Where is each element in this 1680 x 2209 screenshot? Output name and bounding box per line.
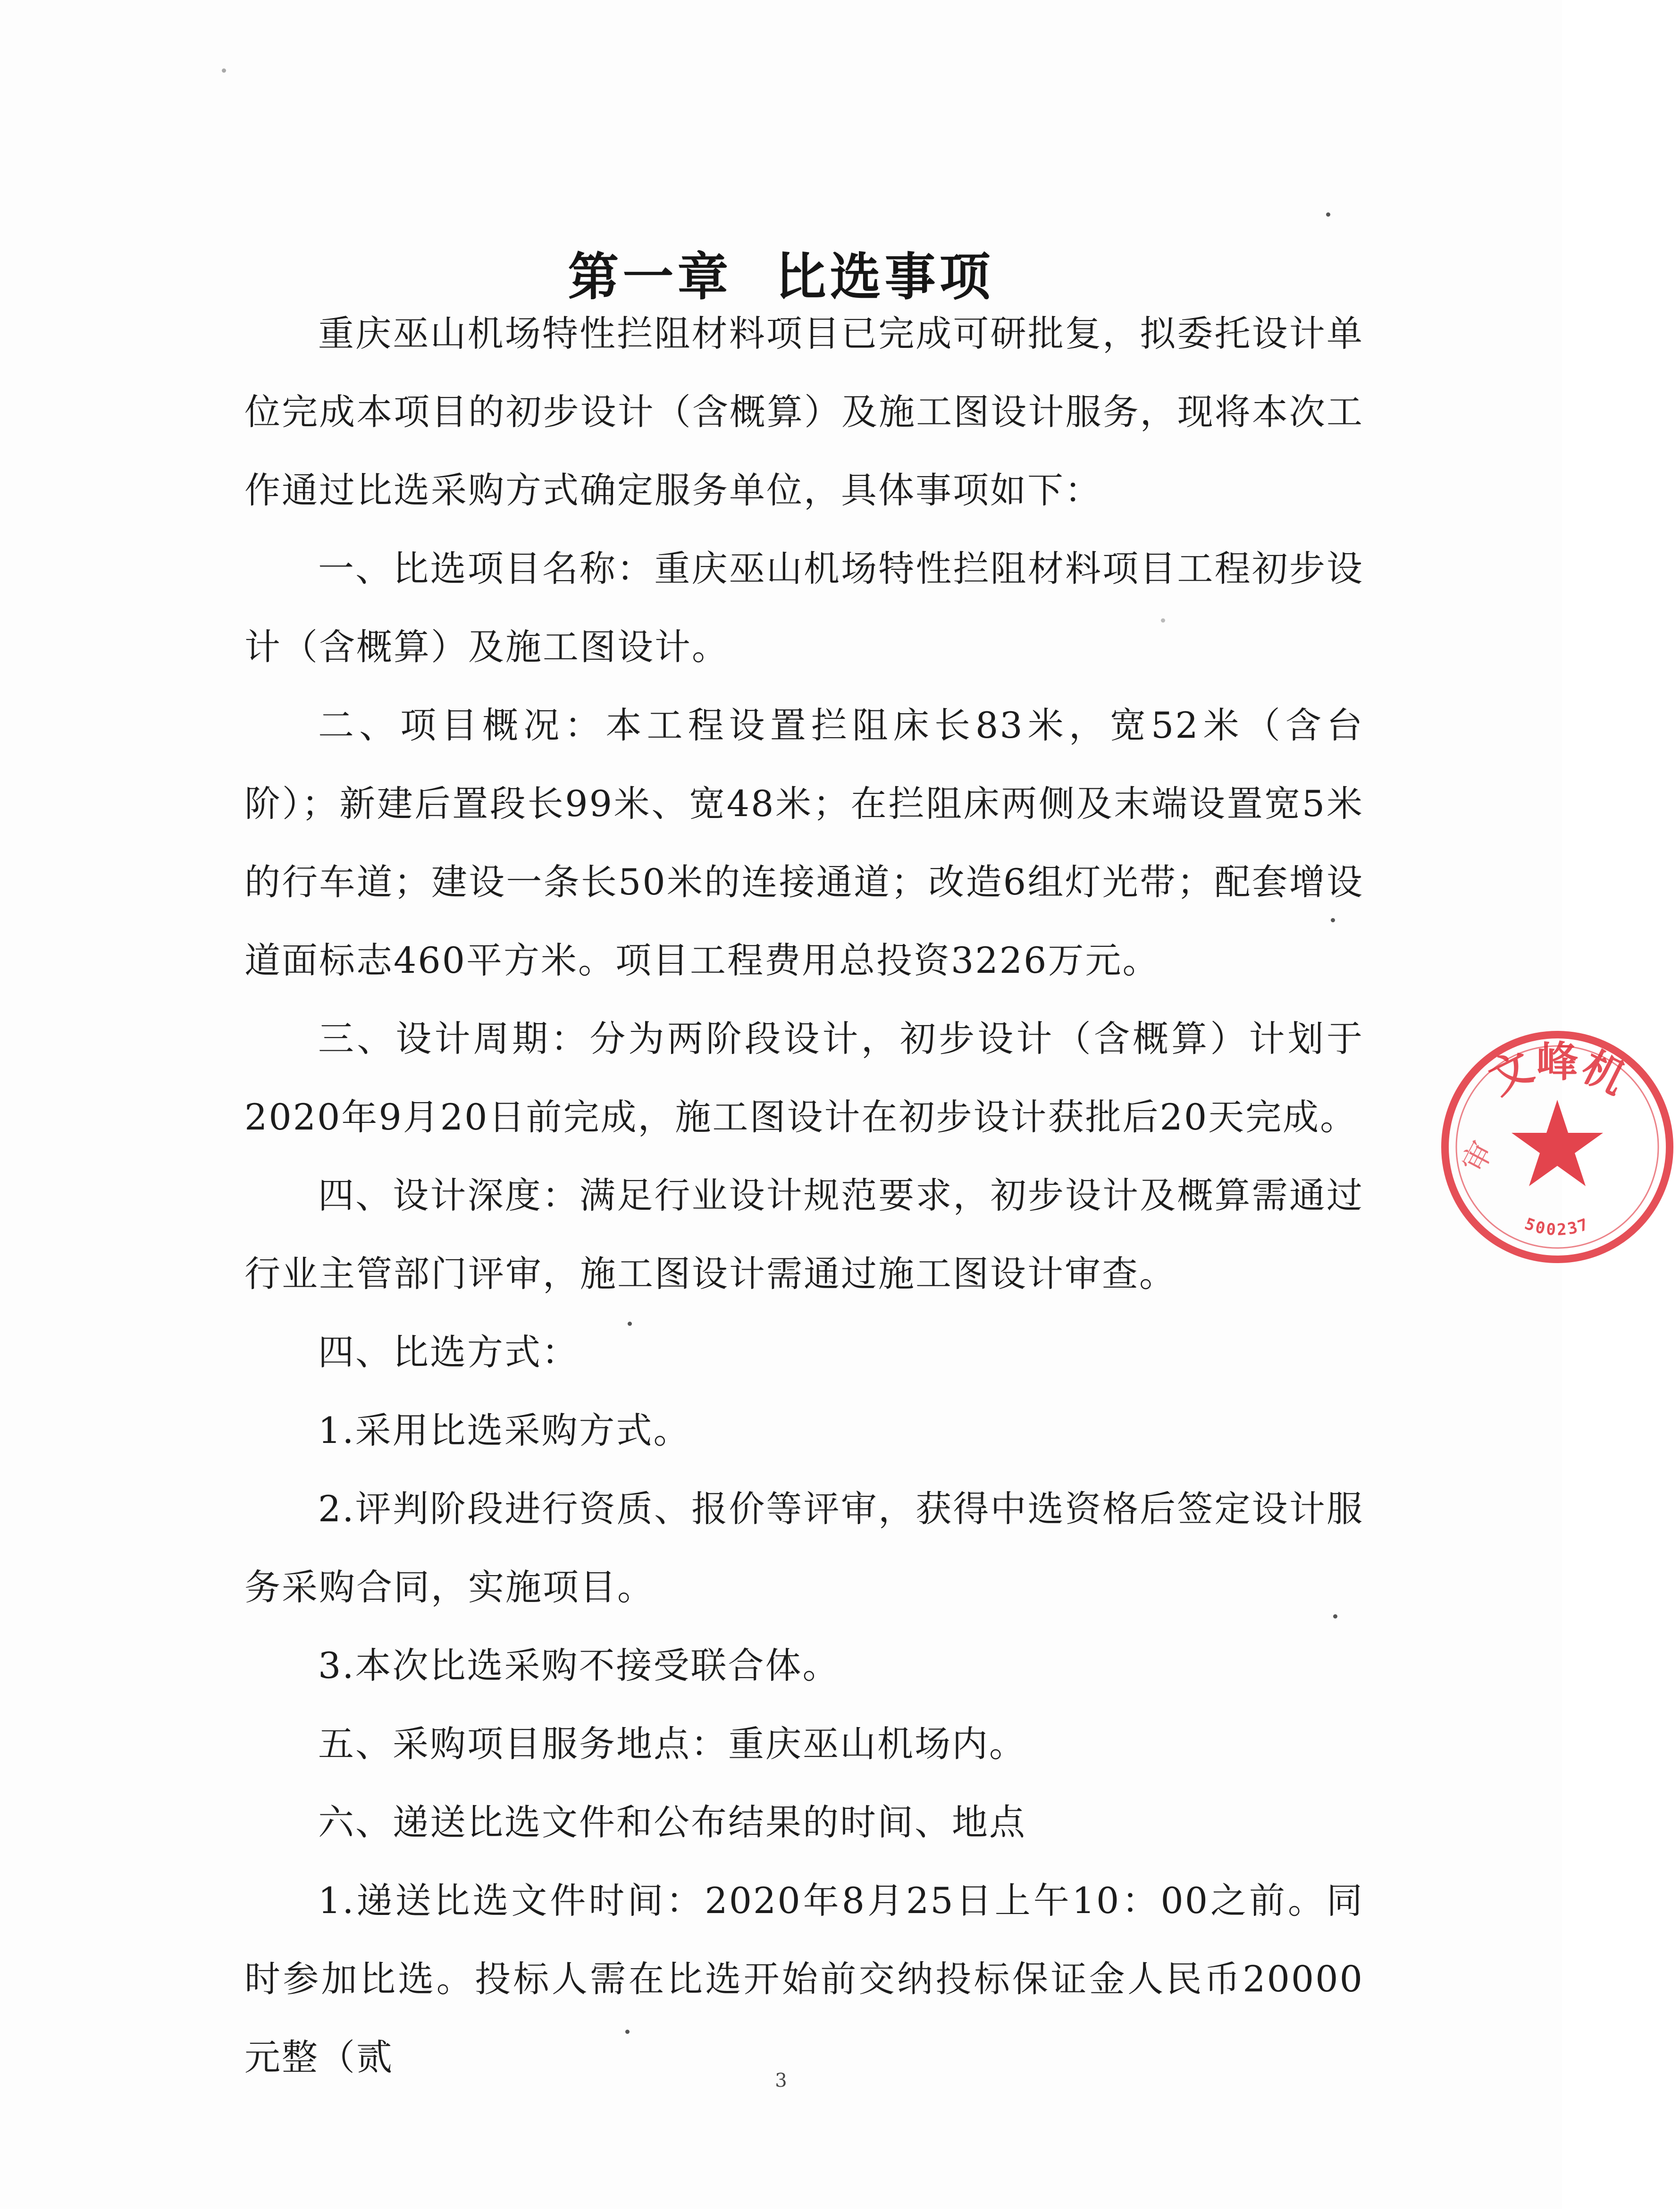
paragraph-project-overview: 二、项目概况：本工程设置拦阻床长83米，宽52米（含台阶）；新建后置段长99米、宽48米；在拦阻床两侧及末端设置宽5米的行车道；建设一条长50米的连接通道；改造6组灯光带；配套增设道面标志460平方米。项目工程费用总投资3226万元。 — [244, 704, 1364, 981]
paragraph-intro: 重庆巫山机场特性拦阻材料项目已完成可研批复，拟委托设计单位完成本项目的初步设计（含概算）及施工图设计服务，现将本次工作通过比选采购方式确定服务单位，具体事项如下： — [244, 312, 1364, 511]
paragraph-project-name: 一、比选项目名称：重庆巫山机场特性拦阻材料项目工程初步设计（含概算）及施工图设计。 — [244, 548, 1364, 668]
paragraph-submission-time: 1.递送比选文件时间：2020年8月25日上午10：00之前。同时参加比选。投标人需在比选开始前交纳投标保证金人民币20000元整（贰 — [244, 1880, 1364, 2078]
scan-speck — [628, 1322, 632, 1326]
seal-registration-number: 500237 — [1522, 1214, 1593, 1240]
paragraph-selection-method: 四、比选方式： — [318, 1331, 579, 1373]
paragraph-method-item-2: 2.评判阶段进行资质、报价等评审，获得中选资格后签定设计服务采购合同，实施项目。 — [244, 1488, 1364, 1608]
paragraph-submission-heading: 六、递送比选文件和公布结果的时间、地点 — [318, 1801, 1026, 1843]
scan-speck — [1161, 618, 1165, 623]
scan-speck — [625, 2030, 630, 2034]
svg-text:500237 — [1522, 1214, 1592, 1239]
paragraph-design-period: 三、设计周期：分为两阶段设计，初步设计（含概算）计划于2020年9月20日前完成，施工图设计在初步设计获批后20天完成。 — [244, 1018, 1364, 1138]
paragraph-method-item-1: 1.采用比选采购方式。 — [318, 1409, 691, 1451]
paragraph-design-depth: 四、设计深度：满足行业设计规范要求，初步设计及概算需通过行业主管部门评审，施工图设计需通过施工图设计审查。 — [244, 1174, 1364, 1295]
scan-speck — [1331, 918, 1335, 922]
company-seal-stamp — [1435, 1024, 1680, 1270]
scan-speck — [1326, 212, 1330, 217]
scan-speck — [1333, 1614, 1337, 1619]
paragraph-method-item-3: 3.本次比选采购不接受联合体。 — [318, 1644, 840, 1686]
seal-company-name: 文峰机 — [1482, 1040, 1632, 1104]
chapter-title: 第一章 比选事项 — [568, 247, 994, 307]
page-number: 3 — [775, 2070, 787, 2091]
seal-partial-character: 审 — [1456, 1136, 1500, 1179]
scan-speck — [222, 68, 226, 73]
paragraph-service-location: 五、采购项目服务地点：重庆巫山机场内。 — [318, 1723, 1026, 1765]
seal-star-icon — [1512, 1100, 1603, 1186]
